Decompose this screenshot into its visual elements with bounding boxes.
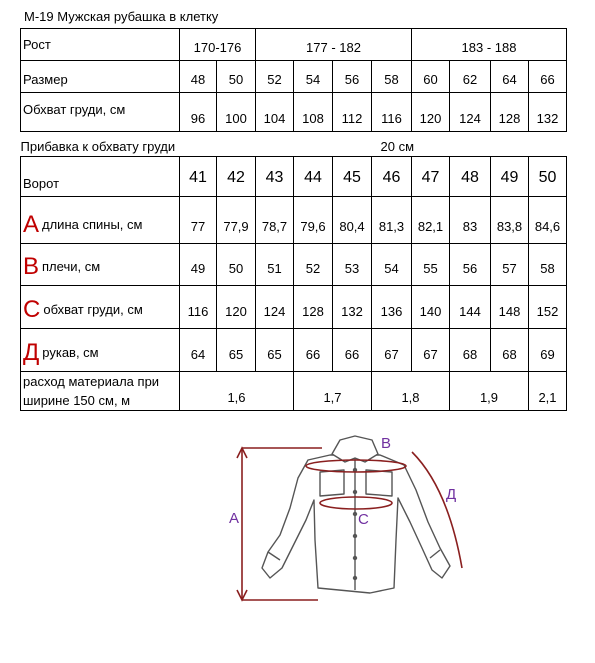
material-cell: 1,8: [372, 372, 450, 411]
collar-cell: 42: [217, 157, 256, 197]
height-group: 177 - 182: [256, 29, 412, 61]
shoulders-cell: 52: [294, 244, 333, 286]
size-cell: 62: [450, 61, 491, 93]
sleeve-cell: 66: [333, 329, 372, 372]
back-cell: 79,6: [294, 197, 333, 244]
size-cell: 56: [333, 61, 372, 93]
chest-girth-label-text: обхват груди, см: [43, 302, 143, 317]
diagram-label-a: А: [229, 510, 240, 527]
chest-girth-cell: 124: [256, 286, 294, 329]
size-label: Размер: [21, 61, 180, 93]
collar-cell: 45: [333, 157, 372, 197]
material-label-line: ширине 150 см, м: [23, 393, 131, 408]
chest-girth-cell: 120: [217, 286, 256, 329]
chest-girth-cell: 116: [180, 286, 217, 329]
shoulders-cell: 55: [412, 244, 450, 286]
letter-a: А: [23, 211, 40, 238]
chest-girth-cell: 132: [333, 286, 372, 329]
page-title: М-19 Мужская рубашка в клетку: [24, 9, 219, 24]
collar-cell: 48: [450, 157, 491, 197]
shoulders-cell: 58: [529, 244, 567, 286]
collar-cell: 50: [529, 157, 567, 197]
diagram-label-c: С: [358, 511, 369, 528]
back-cell: 81,3: [372, 197, 412, 244]
material-cell: 1,9: [450, 372, 529, 411]
back-cell: 77,9: [217, 197, 256, 244]
size-cell: 54: [294, 61, 333, 93]
allowance-label: Прибавка к обхвату груди: [20, 139, 176, 154]
chest-girth-cell: 148: [491, 286, 529, 329]
height-group: 170-176: [180, 29, 256, 61]
chest-cell: 108: [294, 93, 333, 132]
collar-cell: 46: [372, 157, 412, 197]
sleeve-cell: 65: [217, 329, 256, 372]
collar-cell: 44: [294, 157, 333, 197]
chest-cell: 124: [450, 93, 491, 132]
chest-girth-cell: 128: [294, 286, 333, 329]
material-cell: 1,6: [180, 372, 294, 411]
size-cell: 50: [217, 61, 256, 93]
chest-girth-cell: 144: [450, 286, 491, 329]
allowance-value: 20 см: [380, 139, 415, 154]
back-cell: 80,4: [333, 197, 372, 244]
chest-girth-cell: 152: [529, 286, 567, 329]
shoulders-cell: 53: [333, 244, 372, 286]
sleeve-cell: 66: [294, 329, 333, 372]
collar-cell: 43: [256, 157, 294, 197]
back-cell: 83: [450, 197, 491, 244]
collar-label: Ворот: [21, 157, 180, 197]
collar-cell: 49: [491, 157, 529, 197]
sleeve-label-text: рукав, см: [42, 345, 99, 360]
size-cell: 48: [180, 61, 217, 93]
chest-label: Обхват груди, см: [21, 93, 180, 132]
sleeve-cell: 68: [450, 329, 491, 372]
diagram-label-d: Д: [446, 486, 457, 503]
shoulders-cell: 57: [491, 244, 529, 286]
chest-girth-cell: 136: [372, 286, 412, 329]
size-cell: 64: [491, 61, 529, 93]
sleeve-cell: 65: [256, 329, 294, 372]
chest-cell: 104: [256, 93, 294, 132]
shoulders-cell: 50: [217, 244, 256, 286]
sleeve-cell: 67: [412, 329, 450, 372]
size-cell: 60: [412, 61, 450, 93]
chest-cell: 132: [529, 93, 567, 132]
chest-cell: 120: [412, 93, 450, 132]
chest-cell: 96: [180, 93, 217, 132]
size-cell: 58: [372, 61, 412, 93]
shoulders-cell: 56: [450, 244, 491, 286]
back-label-text: длина спины, см: [42, 217, 143, 232]
shoulders-cell: 54: [372, 244, 412, 286]
back-cell: 84,6: [529, 197, 567, 244]
diagram-label-b: В: [381, 435, 392, 452]
back-cell: 77: [180, 197, 217, 244]
sleeve-cell: 68: [491, 329, 529, 372]
collar-cell: 41: [180, 157, 217, 197]
material-cell: 2,1: [529, 372, 567, 411]
letter-d: Д: [23, 339, 40, 366]
size-cell: 66: [529, 61, 567, 93]
chest-girth-cell: 140: [412, 286, 450, 329]
back-cell: 83,8: [491, 197, 529, 244]
chest-cell: 128: [491, 93, 529, 132]
sleeve-cell: 64: [180, 329, 217, 372]
height-label: Рост: [21, 29, 180, 61]
size-cell: 52: [256, 61, 294, 93]
chest-cell: 116: [372, 93, 412, 132]
letter-b: В: [23, 253, 40, 280]
chest-cell: 112: [333, 93, 372, 132]
sleeve-cell: 67: [372, 329, 412, 372]
shoulders-label-text: плечи, см: [42, 259, 101, 274]
shoulders-cell: 51: [256, 244, 294, 286]
shoulders-cell: 49: [180, 244, 217, 286]
collar-cell: 47: [412, 157, 450, 197]
height-group: 183 - 188: [412, 29, 567, 61]
sleeve-cell: 69: [529, 329, 567, 372]
chest-cell: 100: [217, 93, 256, 132]
material-label-line: расход материала при: [23, 374, 160, 389]
back-cell: 82,1: [412, 197, 450, 244]
material-cell: 1,7: [294, 372, 372, 411]
letter-c: С: [23, 296, 41, 323]
back-cell: 78,7: [256, 197, 294, 244]
